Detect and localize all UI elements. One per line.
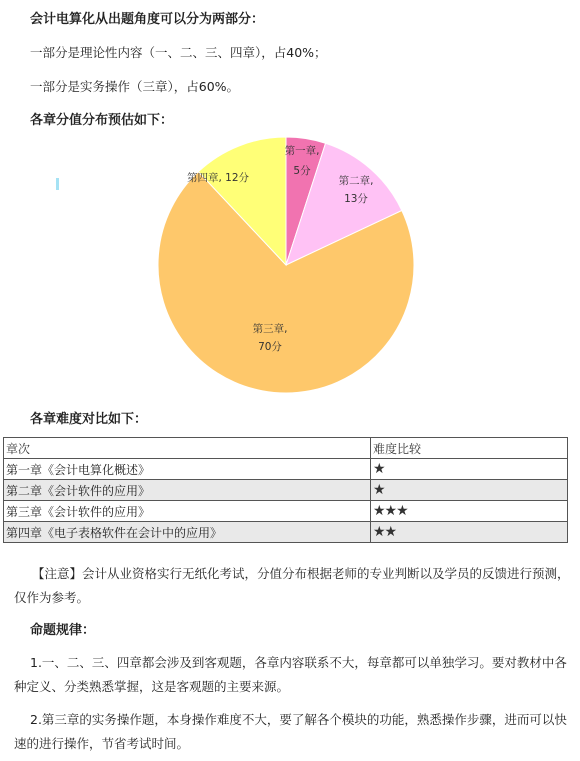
row-chapter: 第一章《会计电算化概述》 [4, 459, 371, 480]
rules-heading: 命题规律： [30, 623, 96, 638]
rule-item-2: 2.第三章的实务操作题，本身操作难度不大，要了解各个模块的功能，熟悉操作步骤，进而可以快速的进行操作，节省考试时间。 [14, 712, 567, 751]
slice-label-ch3-name: 第三章, [252, 323, 288, 335]
rule-item-1: 1.一、二、三、四章都会涉及到客观题，各章内容联系不大，每章都可以单独学习。要对教材中各种定义、分类熟悉掌握，这是客观题的主要来源。 [14, 655, 567, 694]
chart-heading: 各章分值分布预估如下： [30, 113, 174, 128]
table-row [4, 480, 568, 501]
slice-label-ch2-name: 第二章, [338, 175, 374, 187]
score-distribution-pie-chart [140, 128, 440, 408]
table-header-row [4, 438, 568, 459]
row-stars: ★★★ [371, 501, 568, 522]
table-row [4, 522, 568, 543]
table-row [4, 501, 568, 522]
header-chapter: 章次 [4, 438, 371, 459]
row-stars: ★ [371, 480, 568, 501]
header-difficulty: 难度比较 [371, 438, 568, 459]
slice-label-ch1-value: 5分 [293, 165, 311, 177]
intro-line-theory: 一部分是理论性内容（一、二、三、四章），占40%； [30, 45, 327, 60]
slice-label-ch1-name: 第一章, [284, 145, 320, 157]
slice-label-ch3-value: 70分 [258, 341, 282, 353]
intro-line-practice: 一部分是实务操作（三章），占60%。 [30, 79, 240, 94]
difficulty-table [3, 437, 568, 543]
row-chapter: 第二章《会计软件的应用》 [4, 480, 371, 501]
intro-heading: 会计电算化从出题角度可以分为两部分： [30, 12, 265, 27]
note-paragraph: 【注意】会计从业资格实行无纸化考试，分值分布根据老师的专业判断以及学员的反馈进行预测，仅作为参考。 [14, 566, 570, 605]
slice-label-ch4: 第四章, 12分 [186, 172, 250, 184]
table-row [4, 459, 568, 480]
row-chapter: 第三章《会计软件的应用》 [4, 501, 371, 522]
slice-label-ch2-value: 13分 [344, 193, 368, 205]
row-stars: ★ [371, 459, 568, 480]
row-chapter: 第四章《电子表格软件在会计中的应用》 [4, 522, 371, 543]
row-stars: ★★ [371, 522, 568, 543]
cursor-mark [56, 178, 59, 190]
difficulty-heading: 各章难度对比如下： [30, 412, 148, 427]
